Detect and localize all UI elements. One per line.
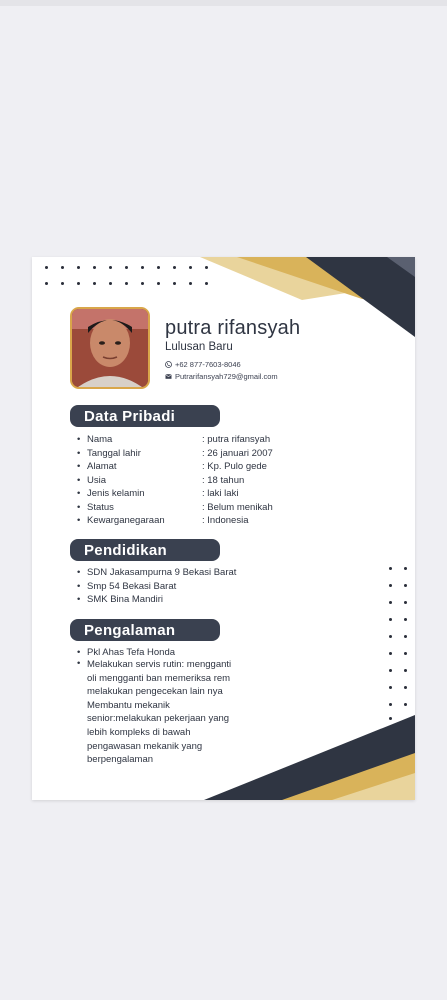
section-title-personal: Data Pribadi — [70, 405, 220, 427]
phone-number: +62 877-7603-8046 — [175, 360, 241, 369]
phone-contact — [165, 360, 241, 369]
email-contact — [165, 372, 278, 381]
mail-icon — [165, 373, 172, 380]
email-address: Putrarifansyah729@gmail.com — [175, 372, 278, 381]
section-title-experience: Pengalaman — [70, 619, 220, 641]
full-name: putra rifansyah — [165, 317, 301, 339]
experience-description: Melakukan servis rutin: mengganti oli mengganti ban memeriksa rem melakukan pengecekan lain nya Membantu mekanik senior:melakukan pekerjaan yang lebih kompleks di bawah pengawasan mekanik yang berpengalaman — [87, 659, 232, 766]
section-title-education: Pendidikan — [70, 539, 220, 561]
resume-document: putra rifansyah Lulusan Baru +62 877-7603-8046 Putrarifansyah729@gmail.com Data Pribadi • Nama : putra rifansyah • Tanggal lahir : 26 januari 2007 • Alamat : Kp. Pulo gede • Usia : 18 tahun • Jenis kelamin : laki laki • Status : Belum menikah • Kewarganegaraan : Indonesia Pendidikan • SDN Jakasampurna 9 Bekasi Barat • Smp 54 Bekasi Barat • SMK Bina Mandiri Pengalaman • Pkl Ahas Tefa Honda • Melakukan servis rutin: mengganti oli mengganti ban memeriksa rem melakukan pengecekan lain nya Membantu mekanik senior:melakukan pekerjaan yang lebih kompleks di bawah pengawasan mekanik yang berpengalaman — [32, 257, 415, 800]
profile-photo — [70, 307, 150, 389]
phone-icon — [165, 361, 172, 368]
top-status-strip — [0, 0, 447, 6]
job-subtitle: Lulusan Baru — [165, 341, 233, 353]
